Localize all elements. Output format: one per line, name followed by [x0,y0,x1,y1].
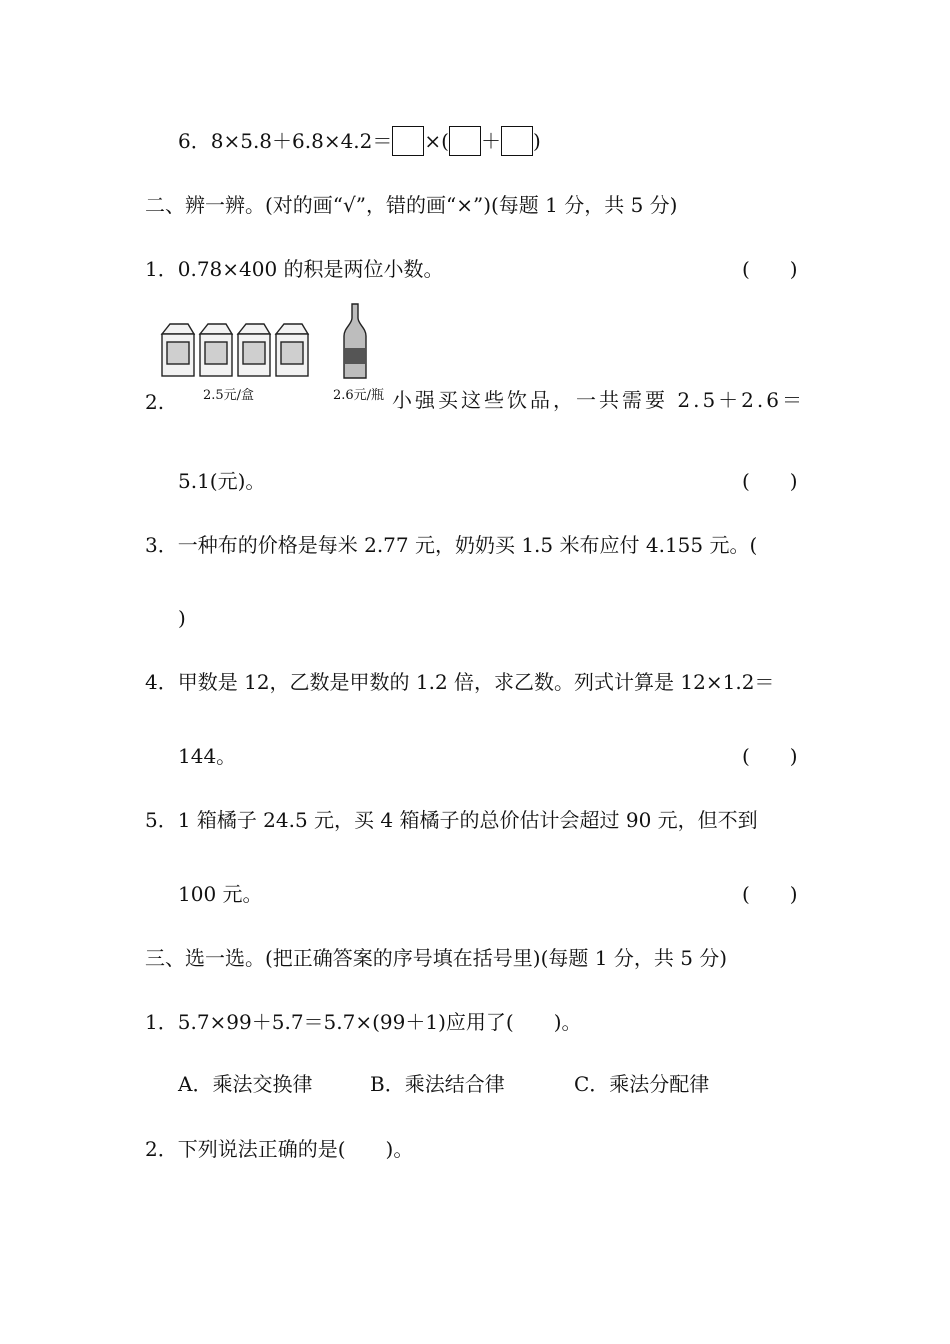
s2-q1-number: 1． [145,257,178,281]
milk-carton-icon [200,324,232,376]
cola-bottle-image [340,302,370,382]
s3-q1-text: 5.7×99＋5.7＝5.7×(99＋1)应用了( )。 [177,1010,582,1034]
s2-q2-text-cont: 5.1(元)。 [178,469,266,493]
s2-q2-number: 2. [145,390,165,414]
section2-title: 二、辨一辨。(对的画“√”，错的画“×”)(每题 1 分，共 5 分) [145,193,678,217]
s2-q3-text-cont[interactable]: ) [178,606,186,630]
s3-q1 [145,1008,582,1036]
s2-q1-text: 0.78×400 的积是两位小数。 [177,257,444,281]
s2-q3 [145,531,757,559]
s3-q1-option-a[interactable]: A．乘法交换律 [178,1072,313,1096]
milk-carton-icon [276,324,308,376]
s2-q4-text: 甲数是 12，乙数是甲数的 1.2 倍，求乙数。列式计算是 12×1.2＝ [177,670,775,694]
s2-q4-number: 4． [145,670,178,694]
answer-box-3[interactable] [501,126,533,156]
s3-q1-number: 1． [145,1010,178,1034]
s3-q1-option-c[interactable]: C．乘法分配律 [574,1072,710,1096]
section3-title: 三、选一选。(把正确答案的序号填在括号里)(每题 1 分，共 5 分) [145,946,728,970]
q6-close: ) [532,129,541,153]
q6-plus: ＋ [480,129,501,153]
cola-price-label: 2.6元/瓶 [333,388,385,403]
q6-times: ×( [424,129,449,153]
milk-carton-icon [162,324,194,376]
s2-q1-answer-paren[interactable]: ( ) [742,257,798,281]
s2-q5-text-cont: 100 元。 [178,882,263,906]
s2-q4-text-cont: 144。 [178,744,237,768]
s2-q5-number: 5． [145,808,178,832]
milk-price-label: 2.5元/盒 [203,388,255,403]
milk-carton-icon [238,324,270,376]
s3-q2-text: 下列说法正确的是( )。 [177,1137,414,1161]
s3-q2 [145,1135,413,1163]
milk-cartons-image [158,320,318,380]
answer-box-2[interactable] [449,126,481,156]
s2-q1 [145,255,444,283]
s2-q5-answer-paren[interactable]: ( ) [742,882,798,906]
q6-number: 6． [178,129,211,153]
s2-q3-text: 一种布的价格是每米 2.77 元，奶奶买 1.5 米布应付 4.155 元。( [177,533,758,557]
s2-q5 [145,806,758,834]
s3-q1-option-b[interactable]: B．乘法结合律 [370,1072,505,1096]
q6-line [178,126,541,156]
answer-box-1[interactable] [392,126,424,156]
s2-q4-answer-paren[interactable]: ( ) [742,744,798,768]
s3-q2-number: 2． [145,1137,178,1161]
s2-q5-text: 1 箱橘子 24.5 元，买 4 箱橘子的总价估计会超过 90 元，但不到 [177,808,758,832]
s2-q4 [145,668,774,696]
cola-bottle-icon [344,304,366,378]
q6-expression: 8×5.8＋6.8×4.2＝ [210,129,393,153]
s2-q3-number: 3． [145,533,178,557]
s2-q2-text: 小强买这些饮品，一共需要 2.5＋2.6＝ [392,388,805,412]
s2-q2-answer-paren[interactable]: ( ) [742,469,798,493]
